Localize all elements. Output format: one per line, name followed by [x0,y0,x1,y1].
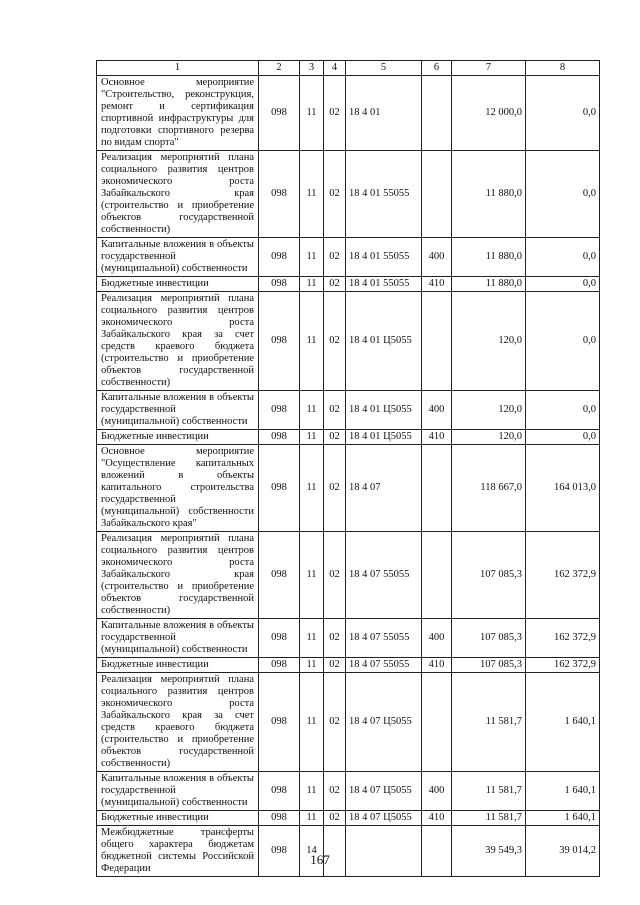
subsection-code: 02 [324,292,346,391]
section-code: 11 [300,76,324,151]
amount-year-1: 11 581,7 [452,772,526,811]
row-description: Основное мероприятие "Строительство, реконструкция, ремонт и сертификация спортивной инфраструктуры для подготовки спортивного резерва по видам спорта" [97,76,259,151]
section-code: 11 [300,658,324,673]
subsection-code: 02 [324,238,346,277]
row-description: Реализация мероприятий плана социального развития центров экономического роста Забайкальского края за счет средств краевого бюджета (строительство и приобретение объектов государственной собственности) [97,292,259,391]
subsection-code: 02 [324,772,346,811]
target-article-code: 18 4 01 Ц5055 [346,292,422,391]
amount-year-2: 164 013,0 [526,445,600,532]
expense-type-code: 400 [422,772,452,811]
expense-type-code: 400 [422,619,452,658]
section-code: 14 [300,826,324,877]
amount-year-2: 1 640,1 [526,811,600,826]
budget-table [96,60,600,877]
row-description: Межбюджетные трансферты общего характера бюджетам бюджетной системы Российской Федерации [97,826,259,877]
table-row [97,658,600,673]
amount-year-2: 0,0 [526,76,600,151]
admin-code: 098 [259,658,300,673]
expense-type-code: 410 [422,811,452,826]
expense-type-code [422,826,452,877]
target-article-code: 18 4 07 Ц5055 [346,811,422,826]
row-description: Бюджетные инвестиции [97,811,259,826]
amount-year-2: 162 372,9 [526,532,600,619]
table-row [97,76,600,151]
admin-code: 098 [259,430,300,445]
amount-year-1: 120,0 [452,430,526,445]
amount-year-2: 0,0 [526,391,600,430]
row-description: Бюджетные инвестиции [97,658,259,673]
subsection-code: 02 [324,445,346,532]
admin-code: 098 [259,292,300,391]
section-code: 11 [300,430,324,445]
amount-year-1: 11 880,0 [452,238,526,277]
amount-year-1: 11 581,7 [452,811,526,826]
subsection-code: 02 [324,673,346,772]
table-row [97,277,600,292]
table-row [97,430,600,445]
row-description: Основное мероприятие "Осуществление капитальных вложений в объекты капитального строительства государственной (муниципальной) собственности Забайкальского края" [97,445,259,532]
amount-year-1: 107 085,3 [452,619,526,658]
header-row [97,61,600,76]
amount-year-2: 0,0 [526,277,600,292]
section-code: 11 [300,238,324,277]
row-description: Капитальные вложения в объекты государственной (муниципальной) собственности [97,391,259,430]
amount-year-2: 1 640,1 [526,673,600,772]
admin-code: 098 [259,619,300,658]
amount-year-2: 162 372,9 [526,658,600,673]
column-header: 2 [259,61,300,76]
admin-code: 098 [259,76,300,151]
amount-year-2: 0,0 [526,151,600,238]
target-article-code: 18 4 07 55055 [346,532,422,619]
target-article-code: 18 4 07 55055 [346,619,422,658]
admin-code: 098 [259,277,300,292]
expense-type-code: 400 [422,391,452,430]
amount-year-1: 118 667,0 [452,445,526,532]
section-code: 11 [300,151,324,238]
subsection-code: 02 [324,277,346,292]
row-description: Капитальные вложения в объекты государственной (муниципальной) собственности [97,619,259,658]
admin-code: 098 [259,238,300,277]
section-code: 11 [300,391,324,430]
column-header: 6 [422,61,452,76]
amount-year-1: 11 581,7 [452,673,526,772]
table-row [97,826,600,877]
admin-code: 098 [259,445,300,532]
expense-type-code: 410 [422,430,452,445]
expense-type-code [422,151,452,238]
column-header: 1 [97,61,259,76]
target-article-code: 18 4 01 55055 [346,151,422,238]
table-row [97,391,600,430]
amount-year-1: 120,0 [452,292,526,391]
subsection-code: 02 [324,811,346,826]
target-article-code: 18 4 01 55055 [346,238,422,277]
admin-code: 098 [259,826,300,877]
amount-year-2: 1 640,1 [526,772,600,811]
subsection-code: 02 [324,430,346,445]
amount-year-1: 39 549,3 [452,826,526,877]
table-row [97,151,600,238]
amount-year-2: 39 014,2 [526,826,600,877]
row-description: Бюджетные инвестиции [97,277,259,292]
amount-year-1: 11 880,0 [452,151,526,238]
section-code: 11 [300,811,324,826]
amount-year-1: 107 085,3 [452,532,526,619]
table-row [97,238,600,277]
table-row [97,772,600,811]
column-header: 5 [346,61,422,76]
page-number: 167 [310,852,330,867]
column-header: 3 [300,61,324,76]
amount-year-2: 0,0 [526,292,600,391]
target-article-code: 18 4 01 55055 [346,277,422,292]
section-code: 11 [300,445,324,532]
amount-year-2: 162 372,9 [526,619,600,658]
subsection-code: 02 [324,76,346,151]
table-row [97,811,600,826]
column-header: 7 [452,61,526,76]
expense-type-code: 410 [422,658,452,673]
table-row [97,445,600,532]
subsection-code: 02 [324,151,346,238]
target-article-code: 18 4 01 Ц5055 [346,430,422,445]
expense-type-code: 410 [422,277,452,292]
section-code: 11 [300,277,324,292]
subsection-code: 02 [324,532,346,619]
section-code: 11 [300,619,324,658]
table-row [97,532,600,619]
amount-year-1: 120,0 [452,391,526,430]
section-code: 11 [300,772,324,811]
amount-year-2: 0,0 [526,430,600,445]
row-description: Бюджетные инвестиции [97,430,259,445]
admin-code: 098 [259,151,300,238]
row-description: Реализация мероприятий плана социального развития центров экономического роста Забайкальского края (строительство и приобретение объектов государственной собственности) [97,532,259,619]
section-code: 11 [300,292,324,391]
target-article-code: 18 4 01 Ц5055 [346,391,422,430]
column-header: 4 [324,61,346,76]
target-article-code: 18 4 07 [346,445,422,532]
amount-year-1: 12 000,0 [452,76,526,151]
section-code: 11 [300,673,324,772]
admin-code: 098 [259,811,300,826]
admin-code: 098 [259,532,300,619]
amount-year-2: 0,0 [526,238,600,277]
subsection-code: 02 [324,658,346,673]
amount-year-1: 107 085,3 [452,658,526,673]
target-article-code [346,826,422,877]
expense-type-code [422,76,452,151]
expense-type-code [422,445,452,532]
admin-code: 098 [259,673,300,772]
admin-code: 098 [259,772,300,811]
target-article-code: 18 4 01 [346,76,422,151]
table-row [97,673,600,772]
table-row [97,292,600,391]
expense-type-code [422,673,452,772]
expense-type-code [422,292,452,391]
expense-type-code [422,532,452,619]
admin-code: 098 [259,391,300,430]
subsection-code [324,826,346,877]
subsection-code: 02 [324,391,346,430]
amount-year-1: 11 880,0 [452,277,526,292]
section-code: 11 [300,532,324,619]
row-description: Капитальные вложения в объекты государственной (муниципальной) собственности [97,238,259,277]
target-article-code: 18 4 07 Ц5055 [346,772,422,811]
column-header: 8 [526,61,600,76]
table-row [97,619,600,658]
row-description: Реализация мероприятий плана социального развития центров экономического роста Забайкальского края (строительство и приобретение объектов государственной собственности) [97,151,259,238]
target-article-code: 18 4 07 55055 [346,658,422,673]
target-article-code: 18 4 07 Ц5055 [346,673,422,772]
subsection-code: 02 [324,619,346,658]
row-description: Капитальные вложения в объекты государственной (муниципальной) собственности [97,772,259,811]
expense-type-code: 400 [422,238,452,277]
row-description: Реализация мероприятий плана социального развития центров экономического роста Забайкальского края за счет средств краевого бюджета (строительство и приобретение объектов государственной собственности) [97,673,259,772]
